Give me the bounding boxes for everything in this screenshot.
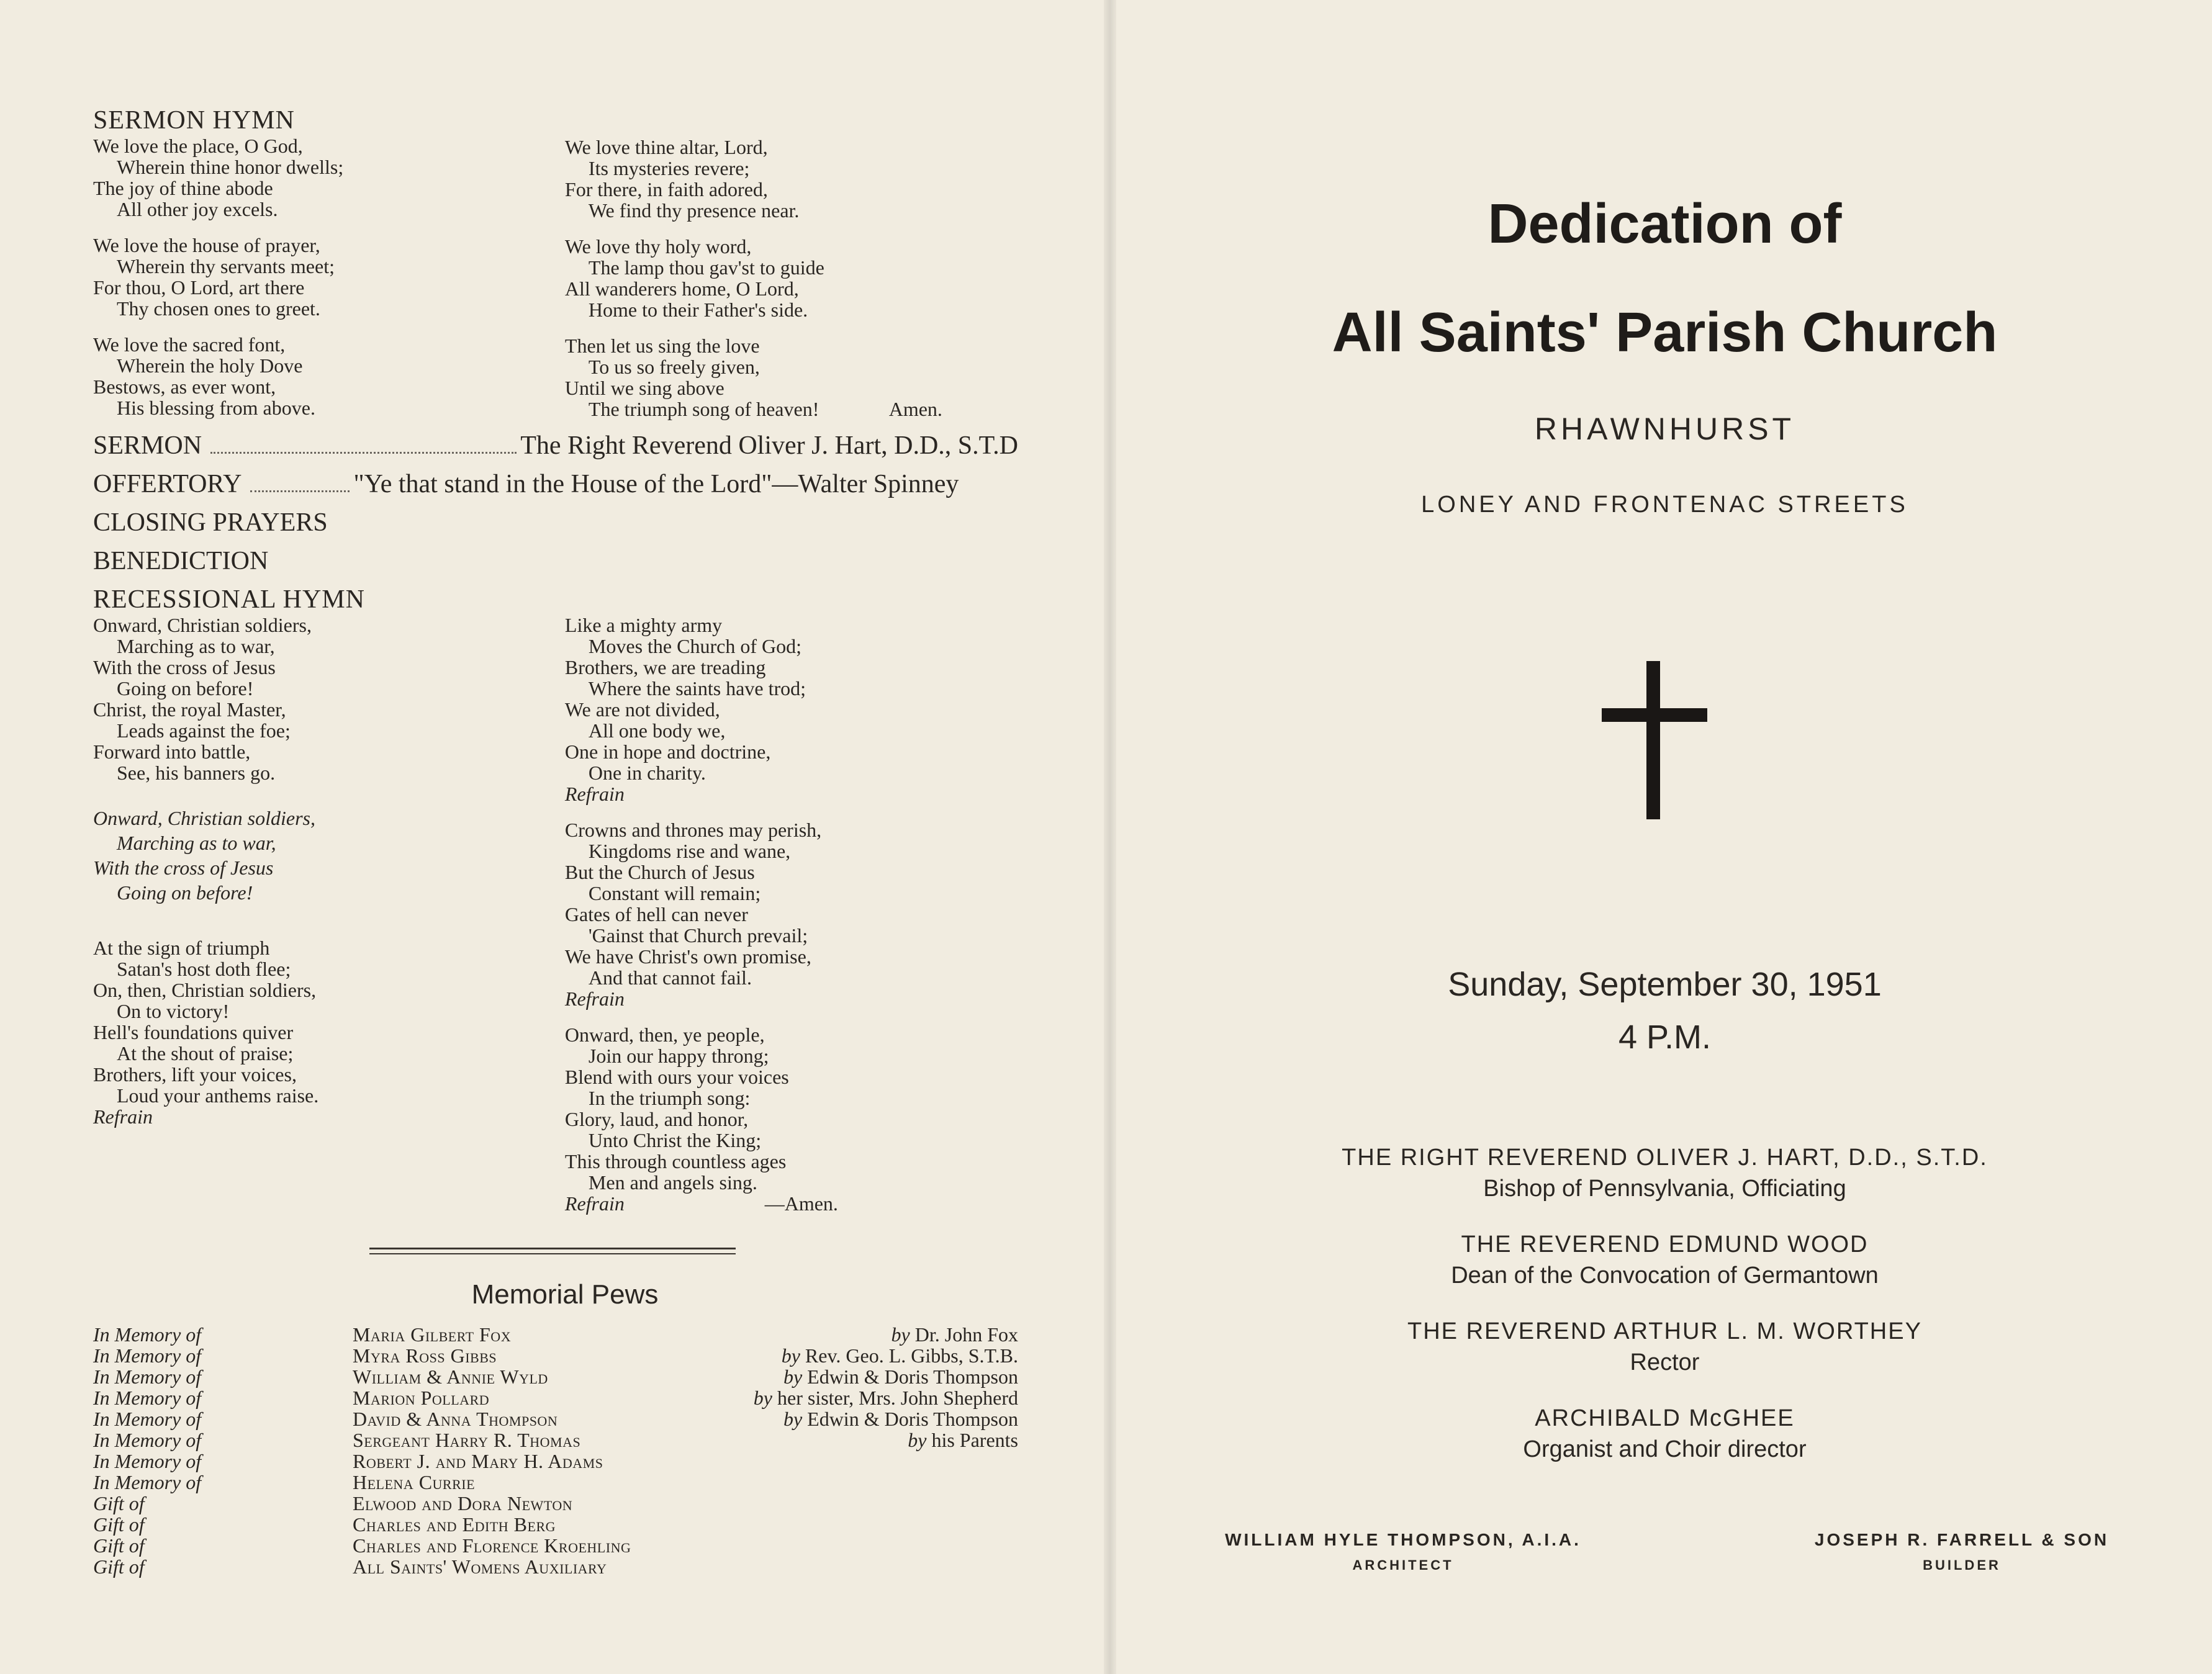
recessional-hymn-heading: RECESSIONAL HYMN	[93, 585, 365, 614]
memorial-type: Gift of	[93, 1534, 145, 1557]
hymn-line: The triumph song of heaven!	[588, 398, 819, 420]
donor-name: Dr. John Fox	[914, 1323, 1018, 1346]
memorial-row	[93, 1514, 1018, 1535]
hymn-line: Moves the Church of God;	[588, 635, 801, 657]
sermon-hymn-text	[93, 135, 1018, 434]
hymn-line: Wherein thy servants meet;	[117, 255, 335, 277]
memorial-donor	[700, 1366, 1018, 1387]
hymn-line: We love the house of prayer,	[93, 234, 320, 256]
by-word: by	[753, 1387, 772, 1409]
memorial-name: Maria Gilbert Fox	[353, 1323, 512, 1346]
memorial-type: In Memory of	[93, 1471, 202, 1493]
by-word: by	[781, 1344, 800, 1367]
refrain-label	[565, 1193, 838, 1214]
hymn-stanza	[565, 1024, 1018, 1193]
hymn-line: Wherein thine honor dwells;	[117, 156, 344, 178]
memorial-donor	[700, 1408, 1018, 1429]
hymn-stanza	[93, 334, 537, 418]
hymn-line: On to victory!	[117, 1000, 230, 1022]
hymn-line: All one body we,	[588, 719, 726, 742]
memorial-row	[93, 1493, 1018, 1514]
builder-role: BUILDER	[1923, 1557, 2001, 1573]
leader-dots	[250, 490, 350, 492]
sermon-preacher: The Right Reverend Oliver J. Hart, D.D., S.T.D	[520, 431, 1018, 460]
memorial-donor	[700, 1556, 1018, 1577]
memorial-name: Elwood and Dora Newton	[353, 1492, 573, 1514]
architect-name: WILLIAM HYLE THOMPSON, A.I.A.	[1225, 1530, 1581, 1549]
offertory-line	[93, 469, 1018, 499]
sermon-hymn-right-column	[565, 135, 1018, 434]
hymn-line: Onward, Christian soldiers,	[93, 614, 312, 636]
memorial-name: Robert J. and Mary H. Adams	[353, 1450, 603, 1472]
hymn-stanza	[93, 135, 537, 220]
officiant-role: Organist and Choir director	[1523, 1436, 1807, 1462]
memorial-row	[93, 1366, 1018, 1387]
hymn-line: For there, in faith adored,	[564, 178, 768, 200]
hymn-line: Home to their Father's side.	[588, 299, 808, 321]
hymn-line: Gates of hell can never	[564, 903, 748, 925]
hymn-line: To us so freely given,	[588, 356, 760, 378]
sermon-hymn-left-column	[93, 135, 537, 434]
hymn-line: The joy of thine abode	[93, 177, 273, 199]
hymn-stanza	[93, 614, 537, 783]
donor-name: Rev. Geo. L. Gibbs, S.T.B.	[805, 1344, 1018, 1367]
hymn-line: Then let us sing the love	[564, 335, 760, 357]
by-word: by	[783, 1408, 803, 1430]
hymn-line: Christ, the royal Master,	[93, 698, 286, 721]
memorial-pews-list	[93, 1324, 1018, 1577]
recessional-hymn-text	[93, 614, 1018, 1229]
hymn-line: But the Church of Jesus	[564, 861, 755, 883]
memorial-name: All Saints' Womens Auxiliary	[353, 1555, 607, 1578]
hymn-line: Hell's foundations quiver	[93, 1021, 294, 1043]
hymn-line: Going on before!	[117, 677, 254, 700]
hymn-line: Onward, Christian soldiers,	[93, 807, 315, 829]
hymn-line: Its mysteries revere;	[588, 157, 750, 179]
hymn-line: Marching as to war,	[117, 832, 276, 854]
hymn-stanza	[565, 335, 1018, 420]
hymn-stanza	[93, 937, 537, 1106]
officiant-role: Rector	[1630, 1349, 1700, 1375]
memorial-type: Gift of	[93, 1492, 145, 1514]
builder-name: JOSEPH R. FARRELL & SON	[1814, 1530, 2110, 1549]
memorial-pews-title: Memorial Pews	[471, 1279, 659, 1310]
memorial-row	[93, 1387, 1018, 1408]
hymn-line: For thou, O Lord, art there	[93, 276, 305, 299]
donor-name: his Parents	[931, 1429, 1018, 1451]
hymn-line: See, his banners go.	[117, 762, 276, 784]
hymn-stanza	[565, 614, 1018, 783]
amen: Amen.	[888, 398, 942, 420]
memorial-row	[93, 1451, 1018, 1472]
officiant-name: THE REVEREND EDMUND WOOD	[1461, 1231, 1869, 1258]
memorial-row	[93, 1556, 1018, 1577]
officiant	[1117, 1403, 2212, 1465]
hymn-line: Going on before!	[117, 881, 253, 904]
hymn-line: And that cannot fail.	[588, 966, 752, 989]
cover-title-line1: Dedication of	[1487, 193, 1842, 255]
memorial-row	[93, 1408, 1018, 1429]
hymn-line: Crowns and thrones may perish,	[564, 819, 822, 841]
memorial-name: Marion Pollard	[353, 1387, 490, 1409]
by-word: by	[891, 1323, 910, 1346]
memorial-row	[93, 1345, 1018, 1366]
service-time: 4 P.M.	[1618, 1019, 1712, 1056]
hymn-stanza	[93, 235, 537, 319]
double-rule-divider	[369, 1248, 736, 1254]
officiant-name: ARCHIBALD McGHEE	[1535, 1405, 1795, 1431]
closing-prayers: CLOSING PRAYERS	[93, 508, 328, 537]
hymn-line: Brothers, lift your voices,	[93, 1063, 297, 1086]
memorial-row	[93, 1429, 1018, 1451]
memorial-donor	[700, 1514, 1018, 1535]
hymn-line: His blessing from above.	[117, 397, 315, 419]
memorial-row	[93, 1535, 1018, 1556]
officiants-list	[1117, 1142, 2212, 1490]
memorial-name: William & Annie Wyld	[353, 1366, 548, 1388]
hymn-line: Onward, then, ye people,	[564, 1024, 765, 1046]
donor-name: her sister, Mrs. John Shepherd	[777, 1387, 1018, 1409]
officiant	[1117, 1316, 2212, 1378]
sermon-label: SERMON	[93, 431, 202, 460]
memorial-name: Myra Ross Gibbs	[353, 1344, 497, 1367]
memorial-type: Gift of	[93, 1555, 145, 1578]
memorial-type: In Memory of	[93, 1450, 202, 1472]
memorial-row	[93, 1472, 1018, 1493]
hymn-line: We love thine altar, Lord,	[564, 136, 768, 158]
benediction: BENEDICTION	[93, 547, 269, 575]
hymn-line: Unto Christ the King;	[588, 1129, 762, 1151]
officiant	[1117, 1229, 2212, 1291]
final-amen: —Amen.	[764, 1192, 838, 1215]
hymn-line: In the triumph song:	[588, 1087, 751, 1109]
hymn-line: Join our happy throng;	[588, 1045, 769, 1067]
officiant-name: THE REVEREND ARTHUR L. M. WORTHEY	[1407, 1318, 1922, 1344]
memorial-row	[93, 1324, 1018, 1345]
cover-title-line2: All Saints' Parish Church	[1332, 302, 1998, 364]
memorial-donor	[700, 1387, 1018, 1408]
recessional-left-column	[93, 614, 537, 1229]
hymn-line: Brothers, we are treading	[564, 656, 766, 678]
hymn-line: Satan's host doth flee;	[117, 958, 291, 980]
hymn-line: With the cross of Jesus	[93, 857, 274, 879]
hymn-line: Forward into battle,	[93, 740, 251, 763]
center-fold	[1104, 0, 1116, 1674]
refrain-label-text: Refrain	[564, 783, 625, 805]
memorial-donor	[700, 1472, 1018, 1493]
hymn-line: Until we sing above	[564, 377, 725, 399]
hymn-line: Kingdoms rise and wane,	[588, 840, 791, 862]
cover-streets: LONEY AND FRONTENAC STREETS	[1421, 492, 1908, 518]
hymn-line: All other joy excels.	[117, 198, 278, 220]
memorial-name: Helena Currie	[353, 1471, 476, 1493]
memorial-donor	[700, 1451, 1018, 1472]
donor-name: Edwin & Doris Thompson	[807, 1366, 1018, 1388]
by-word: by	[908, 1429, 927, 1451]
hymn-line: With the cross of Jesus	[93, 656, 276, 678]
hymn-stanza	[93, 806, 537, 905]
hymn-line: The lamp thou gav'st to guide	[588, 256, 824, 279]
hymn-line: On, then, Christian soldiers,	[93, 979, 317, 1001]
memorial-type: In Memory of	[93, 1344, 202, 1367]
refrain-label	[565, 783, 838, 804]
hymn-line: Marching as to war,	[117, 635, 275, 657]
hymn-line: One in hope and doctrine,	[564, 740, 771, 763]
memorial-type: In Memory of	[93, 1323, 202, 1346]
hymn-line: One in charity.	[588, 762, 706, 784]
hymn-stanza	[565, 236, 1018, 320]
hymn-line: 'Gainst that Church prevail;	[588, 924, 808, 947]
hymn-line: At the shout of praise;	[117, 1042, 294, 1064]
hymn-line: Glory, laud, and honor,	[564, 1108, 749, 1130]
inside-page	[93, 106, 1018, 1626]
refrain-label-text: Refrain	[564, 1192, 625, 1215]
hymn-line: Wherein the holy Dove	[117, 354, 303, 377]
architect-role: ARCHITECT	[1352, 1557, 1454, 1573]
leader-dots	[210, 452, 517, 454]
hymn-line: Thy chosen ones to greet.	[117, 297, 320, 320]
officiant-name: THE RIGHT REVEREND OLIVER J. HART, D.D., S.T.D.	[1342, 1145, 1988, 1171]
memorial-name: Sergeant Harry R. Thomas	[353, 1429, 581, 1451]
hymn-line: We love the place, O God,	[93, 135, 303, 157]
memorial-donor	[700, 1324, 1018, 1345]
memorial-type: In Memory of	[93, 1408, 202, 1430]
hymn-line: Blend with ours your voices	[564, 1066, 789, 1088]
officiant-role: Bishop of Pennsylvania, Officiating	[1483, 1176, 1846, 1202]
memorial-name: Charles and Florence Kroehling	[353, 1534, 631, 1557]
hymn-line: We find thy presence near.	[588, 199, 800, 222]
hymn-line: Constant will remain;	[588, 882, 761, 904]
sermon-hymn-heading: SERMON HYMN	[93, 106, 295, 135]
recessional-right-column	[565, 614, 1018, 1229]
by-word: by	[783, 1366, 803, 1388]
builder-credit	[1776, 1530, 2148, 1573]
hymn-stanza	[565, 137, 1018, 221]
sermon-line	[93, 431, 1018, 461]
offertory-label: OFFERTORY	[93, 470, 242, 498]
offertory-anthem: "Ye that stand in the House of the Lord"—Walter Spinney	[353, 470, 959, 498]
hymn-line: We love the sacred font,	[93, 333, 286, 356]
hymn-line: Loud your anthems raise.	[117, 1084, 319, 1107]
memorial-donor	[700, 1535, 1018, 1556]
memorial-type: Gift of	[93, 1513, 145, 1536]
refrain-label: Refrain	[93, 1105, 153, 1128]
officiant	[1117, 1142, 2212, 1204]
hymn-line: We love thy holy word,	[564, 235, 752, 258]
donor-name: Edwin & Doris Thompson	[807, 1408, 1018, 1430]
refrain-label	[565, 988, 838, 1009]
hymn-line: At the sign of triumph	[93, 937, 270, 959]
memorial-name: David & Anna Thompson	[353, 1408, 558, 1430]
refrain-label-text: Refrain	[564, 988, 625, 1010]
memorial-donor	[700, 1345, 1018, 1366]
hymn-line: We have Christ's own promise,	[564, 945, 811, 968]
memorial-donor	[700, 1429, 1018, 1451]
hymn-line: Where the saints have trod;	[588, 677, 806, 700]
cover-page	[1117, 0, 2212, 1674]
hymn-line: Leads against the foe;	[117, 719, 291, 742]
hymn-line: This through countless ages	[564, 1150, 787, 1172]
hymn-line: All wanderers home, O Lord,	[564, 277, 799, 300]
cover-location: RHAWNHURST	[1534, 412, 1795, 446]
hymn-line: Bestows, as ever wont,	[93, 376, 276, 398]
hymn-stanza	[565, 819, 1018, 988]
officiant-role: Dean of the Convocation of Germantown	[1451, 1262, 1879, 1289]
memorial-name: Charles and Edith Berg	[353, 1513, 556, 1536]
hymn-line: Men and angels sing.	[588, 1171, 757, 1194]
memorial-type: In Memory of	[93, 1366, 202, 1388]
memorial-type: In Memory of	[93, 1387, 202, 1409]
hymn-line-with-amen	[565, 398, 942, 420]
memorial-donor	[700, 1493, 1018, 1514]
hymn-line: We are not divided,	[564, 698, 720, 721]
memorial-type: In Memory of	[93, 1429, 202, 1451]
cross-icon	[1602, 661, 1707, 819]
hymn-line: Like a mighty army	[564, 614, 723, 636]
architect-credit	[1204, 1530, 1602, 1573]
service-date: Sunday, September 30, 1951	[1448, 966, 1882, 1003]
